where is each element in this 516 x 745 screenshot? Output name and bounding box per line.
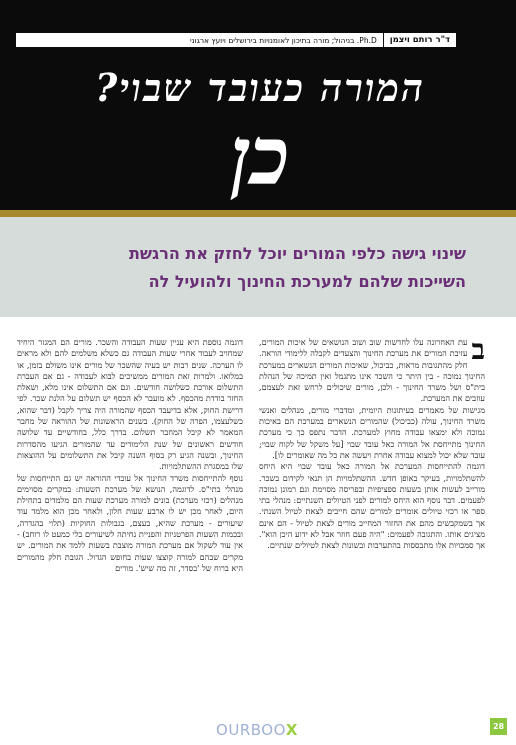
subtitle-line: השייכות שלהם למערכת החינוך ולהועיל לה	[148, 272, 466, 291]
drop-cap: ב	[471, 337, 485, 366]
divider-strip	[0, 210, 516, 217]
ourboox-logo	[212, 721, 302, 741]
logo-x: X	[285, 721, 298, 739]
page-number-badge: 28	[490, 718, 507, 735]
article-title: המורה כעובד שבוי?	[94, 65, 426, 110]
article-paragraph: מגישות של מאמרים בעיתונות היומית, ומדברי מורים, מנהלים ואנשי משרד החינוך, עולה (כביכול) שהמורים הנשארים במערכת הם באיכות נמוכה ולא ימצאו עבודה מחוץ למערכת. הדבר נתפס כך כי מערכת החינוך מתייחסת אל המורה כאל עובד שבוי [על משקל של לקוח שבוי; עובד שלא יכול למצוא עבודה אחרת ויעשה את כל מה שאומרים לו].	[259, 404, 485, 460]
subtitle-line: שינוי גישה כלפי המורים יוכל לחזק את הרגשת	[128, 244, 466, 263]
article-paragraph: דוגמה להתייחסות המערכת אל המורה כאל עובד שבוי היא היחס להשתלמויות, בעיקר באופן חדש. ההשתלמויות הן תנאי לקידום בשכר. מורייב לעשות אותן בשעות ספציפיות ובפריסה מסוימת וגם רמונן נמוכה לפעמים. דבר נוסף הוא היחס למורים לפני הטיולים השנתיים: מנהלי בתי ספר או רכזי טיולים אומרים למורים שהם חייבים לצאת לטיול השנתי. אך בשמקבשים מהם את החזור המחייב מורים לצאת לטיול - הם אינם מציגים אותו. והתגובה לפעמים: "היה פעם חוזר אבל לא ידוע היכן הוא". אך סמכויות אלו מתבססות בהתערבות ובשונות לצאת לטיולים שנתיים.	[259, 461, 485, 551]
article-column-right	[259, 337, 485, 695]
author-role: Ph.D. בניהול; מורה בתיכון לאומנויות בירושלים ויועץ ארגוני	[190, 35, 377, 45]
article-title-answer: כן	[230, 109, 290, 203]
author-bar	[16, 33, 456, 47]
article-paragraph: דוגמה נוספת היא עניין שעות העבודה והשכר. מורים הם המגזר היחיד שמחויב לעבוד אחרי שעות העבודה גם כשלא משלמים להם ולא מראים לו הערכה. שנים רבות יש בעיה שהשכר של מורים אינו משולם בזמן, או במלואו. ולמרות זאת המורים ממשיכים לבוא לעבודה - גם אם העברת התשלום אורכת כשלושה חודשים. וגם אם התשלום אינו מלא, ושאלת החזר בודדת מהכסף. לא מועבר לא הכסף יש תשלום על הלנת שכר. לפי דרישת החוק, אלא בדיעבד הכסף שהמורה היה צריך לקבל (דבר שהוא, כשלעצמו, הפרה של החוק). בשנים הראשונות של ההוראה של מחבר המאמר לא קיבל המחבר תשלום. בדרך כלל, בחודשיים עד שלושה חודשים ראשונים של שנת הלימודים עד שהמורים הגיעו מהסדרות החינוך, ובשנה הגיע רק בסוף השנה קיבל את התשלומים על ההוצאות שלו במסגרת ההשתלמויות.	[17, 337, 243, 472]
article-column-left	[17, 337, 243, 695]
article-paragraph: עת האחרונה עלו לחדשות שוב ושוב הנושאים של איכות המורים, עזיבת המורים את מערכת החינוך והצעדים לקבלה ללימודי הוראה. חלק מהתגובות מראות, כביכול, שאיכות המורים הנשארים במערכת החינוך נמוכה - בין היתר כי השכר אינו מתגמל ואין תמיכה של הנהלת בית"ס ושל משרד החינוך - ולכן, מורים שיכולים לרחש זאת לעצמם, עוזבים את המערכת.	[259, 337, 485, 404]
logo-text: OURBOO	[216, 721, 286, 739]
article-paragraph: נוסף להתייחסות משרד החינוך אל עובדי ההוראה יש גם התייחסות של מנהלי בתי"ס. לדוגמה, הנושא של מערכת השעות: במקרים מסוימים מנהלים (רכזי מערכת) בונים למורה מערכת שעות הם מלמדים בתחילת היום, לאחר מכן יש לו ארבע שעות חלון, ולאחר מכן הוא מלמד עוד שיעורים - מערכת שהיא, בעצם, בגבולות החוקיות (תלוי בהגדרה, ובכמות השעות הפרטניות והפניית נחיתה לשיעורים בלי כמעט לו רוחב) - אין עוד לשקול אם מערכת המורה מוצבת בשעות ללמד את המורים. יש מקרים שבהם למורה קוצצו שעות בחופש הגדול. הגובת חלק מהמורים היא ברוח של 'בסדר, זה מה שיש'. מורים	[17, 472, 243, 573]
article-subtitle	[40, 240, 466, 296]
author-name: ד"ר רותם ויצמן	[383, 33, 456, 47]
